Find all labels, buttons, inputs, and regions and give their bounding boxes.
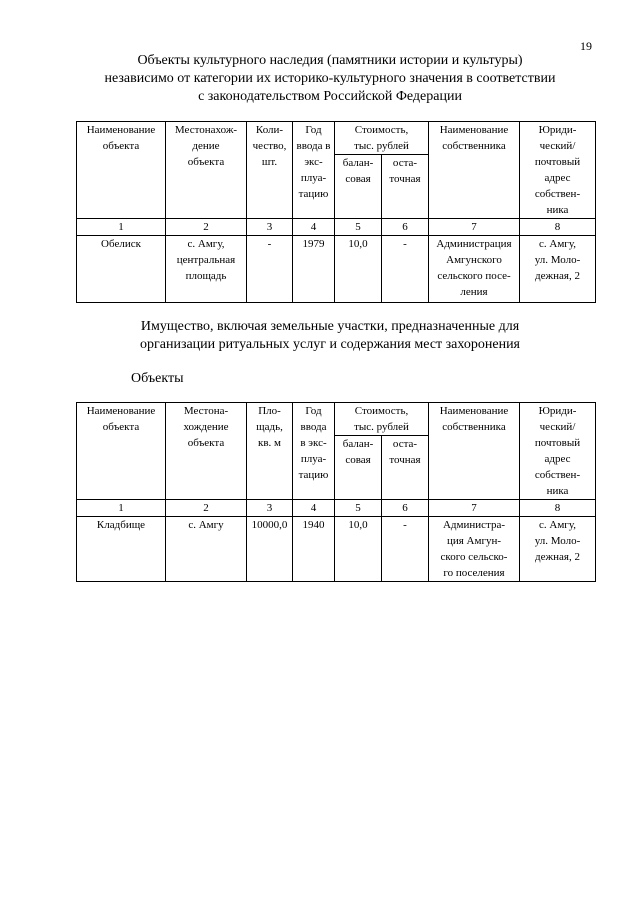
cell-line: точная: [389, 454, 421, 466]
cell-line: ция Амгун-: [446, 535, 502, 547]
cell-line: адрес: [544, 172, 571, 184]
column-number: 7: [429, 500, 520, 517]
cell-line: ввода: [300, 421, 327, 433]
cell-line: Юриди-: [538, 124, 577, 136]
cell-line: оста-: [392, 157, 418, 169]
cell-line: центральная: [176, 254, 236, 266]
cell-line: Кладбище: [96, 519, 146, 531]
column-number: 5: [335, 500, 382, 517]
column-number: 4: [293, 500, 335, 517]
cell-line: ского сельско-: [440, 551, 508, 563]
column-number: 6: [382, 500, 429, 517]
page-number: 19: [580, 39, 592, 53]
section1-title-line: независимо от категории их историко-культурного значения в соответствии: [104, 71, 556, 86]
cell-line: 1979: [302, 238, 325, 250]
ritual-services-table: [76, 402, 596, 582]
cell-quantity: [247, 236, 293, 303]
cell-line: Коли-: [255, 124, 284, 136]
section1-title: [60, 52, 600, 106]
header-cost-line: Стоимость,: [354, 405, 409, 417]
column-number: 3: [247, 219, 293, 236]
cell-line: Наименование: [86, 124, 156, 136]
cell-address: [520, 517, 596, 582]
header-owner: [429, 122, 520, 219]
cell-line: точная: [389, 173, 421, 185]
cell-line: тацию: [298, 469, 329, 481]
cell-owner: [429, 236, 520, 303]
header-cost-line: Стоимость,: [354, 124, 409, 136]
cell-line: ческий/: [539, 421, 576, 433]
cell-line: объекта: [102, 421, 140, 433]
cell-line: объекта: [187, 437, 225, 449]
cell-line: собствен-: [534, 188, 581, 200]
header-owner: [429, 403, 520, 500]
cell-line: Администра-: [442, 519, 506, 531]
cell-line: 10,0: [348, 238, 368, 250]
cell-line: объекта: [102, 140, 140, 152]
column-number: 7: [429, 219, 520, 236]
cell-line: Наименование: [86, 405, 156, 417]
cell-line: Наименование: [439, 124, 509, 136]
cell-line: сельского посе-: [437, 270, 511, 282]
cell-location: [166, 236, 247, 303]
cell-line: с. Амгу,: [187, 238, 225, 250]
cell-line: -: [267, 238, 272, 250]
cell-line: ника: [546, 485, 569, 497]
cell-line: -: [403, 238, 407, 250]
cell-line: балан-: [342, 157, 374, 169]
cell-address: [520, 236, 596, 303]
cell-location: [166, 517, 247, 582]
table-header-row: [77, 122, 596, 155]
cell-line: плуа-: [300, 453, 327, 465]
cell-line: дежная, 2: [535, 551, 580, 563]
header-name: [77, 403, 166, 500]
cell-line: 10000,0: [251, 519, 288, 531]
cell-line: кв. м: [258, 437, 281, 449]
header-cost: [335, 403, 429, 436]
cell-line: хождение: [183, 421, 229, 433]
cell-line: Год: [305, 405, 322, 417]
header-cost-line: тыс. рублей: [354, 421, 409, 433]
cell-line: собственника: [442, 140, 506, 152]
header-cost-residual: [382, 436, 429, 500]
cell-line: дение: [192, 140, 220, 152]
header-address: [520, 403, 596, 500]
header-address: [520, 122, 596, 219]
table-header-row: [77, 403, 596, 436]
cell-line: объекта: [187, 156, 225, 168]
column-number: 2: [166, 500, 247, 517]
cell-line: совая: [345, 173, 371, 185]
header-cost-line: тыс. рублей: [354, 140, 409, 152]
cell-line: го поселения: [443, 567, 505, 579]
cell-owner: [429, 517, 520, 582]
section2-subheading: Объекты: [131, 371, 184, 386]
cell-area: [247, 517, 293, 582]
column-number-row: [77, 500, 596, 517]
cell-line: ул. Моло-: [534, 535, 581, 547]
header-cost-balance: [335, 155, 382, 219]
cell-residual: [382, 236, 429, 303]
table-row: [77, 517, 596, 582]
section1-title-line: Объекты культурного наследия (памятники истории и культуры): [137, 53, 523, 68]
cell-line: почтовый: [534, 437, 581, 449]
cell-line: Год: [305, 124, 322, 136]
cell-year: [293, 517, 335, 582]
cell-line: площадь: [185, 270, 227, 282]
column-number: 4: [293, 219, 335, 236]
table-row: [77, 236, 596, 303]
cell-line: Местонахож-: [174, 124, 238, 136]
cell-line: с. Амгу,: [539, 238, 576, 250]
cell-line: 10,0: [348, 519, 368, 531]
cell-line: балан-: [342, 438, 374, 450]
header-cost-balance: [335, 436, 382, 500]
cell-line: ул. Моло-: [534, 254, 581, 266]
section2-title-line: организации ритуальных услуг и содержания мест захоронения: [140, 337, 520, 352]
column-number: 6: [382, 219, 429, 236]
cell-line: чество,: [252, 140, 287, 152]
cell-line: ческий/: [539, 140, 576, 152]
cell-line: Амгунского: [446, 254, 502, 266]
section2-title-line: Имущество, включая земельные участки, предназначенные для: [140, 319, 520, 334]
cell-line: в экс-: [300, 437, 327, 449]
cell-name: [77, 236, 166, 303]
header-location: [166, 122, 247, 219]
cell-line: 1940: [302, 519, 325, 531]
cell-line: шт.: [261, 156, 278, 168]
cell-line: почтовый: [534, 156, 581, 168]
header-cost: [335, 122, 429, 155]
header-name: [77, 122, 166, 219]
cell-line: плуа-: [300, 172, 327, 184]
section2-title: [60, 318, 600, 354]
section1-title-line: с законодательством Российской Федерации: [198, 89, 462, 104]
column-number-row: [77, 219, 596, 236]
cell-line: щадь,: [256, 421, 283, 433]
cell-line: собственника: [442, 421, 506, 433]
cell-line: адрес: [544, 453, 571, 465]
column-number: 1: [77, 219, 166, 236]
cell-line: Обелиск: [101, 238, 141, 250]
cell-year: [293, 236, 335, 303]
cell-line: с. Амгу,: [539, 519, 576, 531]
header-year: [293, 122, 335, 219]
cell-line: ления: [460, 286, 488, 298]
cell-line: Местона-: [183, 405, 229, 417]
cell-residual: [382, 517, 429, 582]
column-number: 1: [77, 500, 166, 517]
cell-line: с. Амгу: [188, 519, 224, 531]
cell-name: [77, 517, 166, 582]
cell-line: Юриди-: [538, 405, 577, 417]
cell-line: оста-: [392, 438, 418, 450]
cell-line: Пло-: [258, 405, 281, 417]
cell-line: совая: [345, 454, 371, 466]
header-cost-residual: [382, 155, 429, 219]
header-year: [293, 403, 335, 500]
cell-line: дежная, 2: [535, 270, 580, 282]
column-number: 8: [520, 219, 596, 236]
cell-line: Наименование: [439, 405, 509, 417]
cell-line: собствен-: [534, 469, 581, 481]
column-number: 8: [520, 500, 596, 517]
cell-balance: [335, 517, 382, 582]
cell-line: -: [403, 519, 407, 531]
header-location: [166, 403, 247, 500]
cell-line: ника: [546, 204, 569, 216]
header-quantity: [247, 122, 293, 219]
column-number: 2: [166, 219, 247, 236]
cultural-heritage-table: [76, 121, 596, 303]
column-number: 3: [247, 500, 293, 517]
cell-line: ввода в: [296, 140, 331, 152]
header-area: [247, 403, 293, 500]
cell-line: экс-: [304, 156, 323, 168]
cell-balance: [335, 236, 382, 303]
cell-line: тацию: [298, 188, 329, 200]
column-number: 5: [335, 219, 382, 236]
cell-line: Администрация: [436, 238, 512, 250]
